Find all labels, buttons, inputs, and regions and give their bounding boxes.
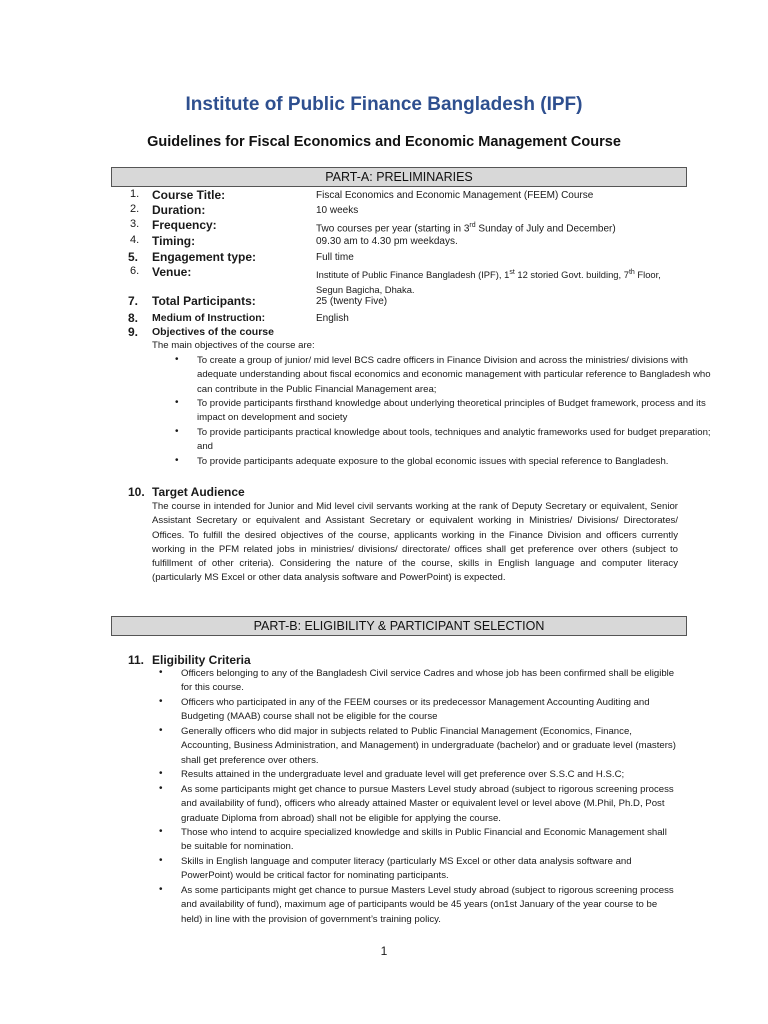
item-value: 09.30 am to 4.30 pm weekdays. <box>316 236 458 247</box>
bullet-icon: • <box>159 783 163 794</box>
criteria-item <box>159 768 677 782</box>
bullet-icon: • <box>159 826 163 837</box>
item-label: Timing: <box>152 234 196 248</box>
item-number: 9. <box>128 325 139 339</box>
criteria-item <box>159 884 677 927</box>
criteria-text: Skills in English language and computer literacy (particularly MS Excel or other data analysis software and PowerPoint) would be critical factor for nominating participants. <box>181 856 632 882</box>
item-label: Objectives of the course <box>152 326 274 338</box>
criteria-item <box>159 783 677 826</box>
bullet-icon: • <box>175 455 179 466</box>
criteria-text: Generally officers who did major in subjects related to Public Financial Management (Economics, Finance, Accounting, Business Administration, and Management) in undergraduate (bachelor) and or graduate level (masters) shall get preference over others. <box>181 726 676 766</box>
part-b-heading: PART-B: ELIGIBILITY & PARTICIPANT SELECTION <box>111 616 687 636</box>
item-value: 25 (twenty Five) <box>316 296 388 307</box>
value-part: Floor, Segun Bagicha, Dhaka. <box>316 269 661 296</box>
objective-text: To provide participants adequate exposure to the global economic issues with special reference to Bangladesh. <box>197 456 669 467</box>
bullet-icon: • <box>175 354 179 365</box>
item-value: Fiscal Economics and Economic Management (FEEM) Course <box>316 190 594 201</box>
objectives-intro: The main objectives of the course are: <box>152 340 315 351</box>
value-part: Two courses per year (starting in 3 <box>316 223 470 235</box>
objective-text: To create a group of junior/ mid level BCS cadre officers in Finance Division and across the ministries/ divisions with adequate understanding about fiscal economics and economic management with particular reference to Bangladesh who can contribute in the Public Financial Management area; <box>197 355 711 395</box>
superscript: st <box>509 269 515 276</box>
item-number: 4. <box>130 234 140 246</box>
criteria-text: As some participants might get chance to pursue Masters Level study abroad (subject to rigorous screening process and availability of fund), officers who already attained Master or equivalent level or level above (M.Phil, Ph.D, Post graduate Diploma from abroad) shall not be eligible for applying the course. <box>181 784 674 824</box>
document-subtitle: Guidelines for Fiscal Economics and Economic Management Course <box>147 134 621 150</box>
value-part: Institute of Public Finance Bangladesh (IPF), 1 <box>316 269 510 281</box>
criteria-item <box>159 725 677 768</box>
target-audience-text: The course in intended for Junior and Mid level civil servants working at the rank of Deputy Secretary or equivalent, Senior Assistant Secretary or equivalent and Assistant Secretary or equivalent working in Ministries/ Divisions/ Directorates/ Offices. To fulfill the desired objectives of the course, applicants working in the Finance Division and officers currently working in the PFM related jobs in ministries/ divisions/ directorate/ offices shall get preference over others (subject to fulfillment of other criteria). Considering the nature of the course, skills in English language and computer literacy (particularly MS Excel or other data analysis software and PowerPoint) is expected. <box>152 501 678 584</box>
item-value: English <box>316 313 349 324</box>
superscript: th <box>628 269 635 276</box>
criteria-item <box>159 667 677 696</box>
item-number: 11. <box>128 653 145 667</box>
criteria-item <box>159 696 677 725</box>
bullet-icon: • <box>175 426 179 437</box>
bullet-icon: • <box>159 768 163 779</box>
item-value: 10 weeks <box>316 205 359 216</box>
criteria-text: Officers who participated in any of the FEEM courses or its predecessor Management Accounting Auditing and Budgeting (MAAB) course shall not be eligible for the course <box>181 697 650 723</box>
bullet-icon: • <box>159 725 163 736</box>
objective-item <box>175 397 717 426</box>
objective-text: To provide participants firsthand knowledge about underlying theoretical principles of Budget framework, process and its impact on development and society <box>197 398 706 424</box>
item-number: 3. <box>130 218 140 230</box>
part-a-heading: PART-A: PRELIMINARIES <box>111 167 687 187</box>
item-value <box>316 265 688 297</box>
bullet-icon: • <box>159 667 163 678</box>
item-label: Medium of Instruction: <box>152 312 266 324</box>
item-number: 5. <box>128 250 139 264</box>
criteria-text: Officers belonging to any of the Bangladesh Civil service Cadres and whose job has been confirmed shall be eligible for this course. <box>181 668 675 694</box>
superscript: rd <box>469 222 476 229</box>
item-label: Course Title: <box>152 188 226 202</box>
page-number: 1 <box>380 944 388 958</box>
item-label: Duration: <box>152 203 206 217</box>
criteria-text: Those who intend to acquire specialized knowledge and skills in Public Financial and Economic Management shall be suitable for nomination. <box>181 827 667 853</box>
item-number: 6. <box>130 265 140 277</box>
criteria-text: Results attained in the undergraduate level and graduate level will get preference over S.S.C and H.S.C; <box>181 769 625 780</box>
item-label: Frequency: <box>152 218 217 232</box>
item-value: Full time <box>316 252 354 263</box>
item-label: Venue: <box>152 265 192 279</box>
objective-item <box>175 426 717 455</box>
item-label: Eligibility Criteria <box>152 653 251 667</box>
criteria-text: As some participants might get chance to pursue Masters Level study abroad (subject to rigorous screening process and availability of fund), maximum age of participants would be 45 years (on1st January of the year course to be held) in line with the provision of government’s training policy. <box>181 885 674 925</box>
bullet-icon: • <box>159 855 163 866</box>
item-label: Target Audience <box>152 485 245 499</box>
item-number: 7. <box>128 294 139 308</box>
value-part: 12 storied Govt. building, 7 <box>514 269 629 281</box>
item-label: Total Participants: <box>152 294 256 308</box>
item-number: 2. <box>130 203 140 215</box>
objective-text: To provide participants practical knowledge about tools, techniques and analytic frameworks used for budget preparation; and <box>197 427 711 453</box>
document-title: Institute of Public Finance Bangladesh (IPF) <box>185 94 583 115</box>
item-label: Engagement type: <box>152 250 257 264</box>
criteria-item <box>159 826 677 855</box>
criteria-item <box>159 855 677 884</box>
item-number: 8. <box>128 311 139 325</box>
bullet-icon: • <box>175 397 179 408</box>
bullet-icon: • <box>159 884 163 895</box>
objective-item <box>175 455 717 469</box>
item-number: 10. <box>128 485 145 499</box>
objective-item <box>175 354 717 397</box>
bullet-icon: • <box>159 696 163 707</box>
value-part: Sunday of July and December) <box>475 223 616 235</box>
item-number: 1. <box>130 188 140 200</box>
